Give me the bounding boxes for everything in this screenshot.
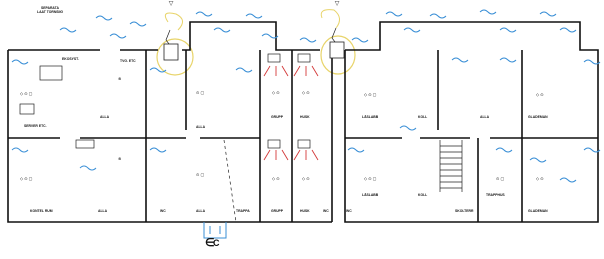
svg-text:C: C [213,238,220,248]
svg-text:◇ ⊙: ◇ ⊙ [302,90,310,95]
room-right-6: KOLL [418,193,428,197]
airflow-marks [12,10,600,238]
fan-icon [164,1,344,60]
room-right-3: ALLA [480,115,490,119]
building-walls [8,22,598,222]
svg-text:⊙ ▢: ⊙ ▢ [496,176,505,181]
room-right-8: TRAPPHUS [486,193,505,197]
room-left-1: ALLA [98,209,108,213]
wc-label-2: WC [323,209,329,213]
svg-text:◇ ⊙ ▢: ◇ ⊙ ▢ [20,176,33,181]
svg-text:∈: ∈ [205,237,215,249]
svg-text:▽: ▽ [334,1,340,7]
dataroom-label: SERVER ETC. [24,124,47,128]
room-right-4: GLADEMAN [528,115,548,119]
room-right-2: KOLL [418,115,428,119]
svg-text:◇ ⊙: ◇ ⊙ [302,176,310,181]
storage-label: KONTEL RUM [30,209,53,213]
wc-label-3: WC [346,209,352,213]
svg-text:◇ ⊙ ▢: ◇ ⊙ ▢ [364,176,377,181]
room-right-7: SKOLTERR [455,209,474,213]
unit-label: TVG. ETC [120,59,136,63]
room-mid-4: HUSK [300,209,310,213]
svg-text:⊙ ▢: ⊙ ▢ [196,90,205,95]
stair-top-label: EKOSYST. [62,57,79,61]
room-left-4: ALLA [196,209,206,213]
sensor-symbols [20,76,544,181]
svg-text:⊗: ⊗ [118,76,122,81]
ceiling-fan-logo [205,237,220,249]
wc-label-1: WC [160,209,166,213]
room-right-5: LÄSLABB [362,193,379,197]
svg-text:◇ ⊙ ▢: ◇ ⊙ ▢ [20,91,33,96]
room-right-9: GLADEMAN [528,209,548,213]
corridor-label: TRAPPA [236,209,250,213]
svg-text:◇ ⊙: ◇ ⊙ [272,90,280,95]
svg-text:▽: ▽ [168,1,174,7]
room-left-2: ALLA [100,115,110,119]
svg-text:◇ ⊙ ▢: ◇ ⊙ ▢ [364,92,377,97]
room-mid-3: GRUPP [271,209,284,213]
svg-text:◇ ⊙: ◇ ⊙ [536,92,544,97]
room-mid-2: HUSK [300,115,310,119]
separata-label-1: SEPARATA [41,6,59,10]
room-right-1: LÄSLABB [362,115,379,119]
svg-text:⊙ ▢: ⊙ ▢ [196,172,205,177]
room-left-3: ALLA [196,125,206,129]
svg-text:◇ ⊙: ◇ ⊙ [272,176,280,181]
separata-label-2: LAAT TORNSIIG [37,10,64,14]
svg-text:⊗: ⊗ [118,156,122,161]
svg-text:◇ ⊙: ◇ ⊙ [536,176,544,181]
room-mid-1: GRUPP [271,115,284,119]
